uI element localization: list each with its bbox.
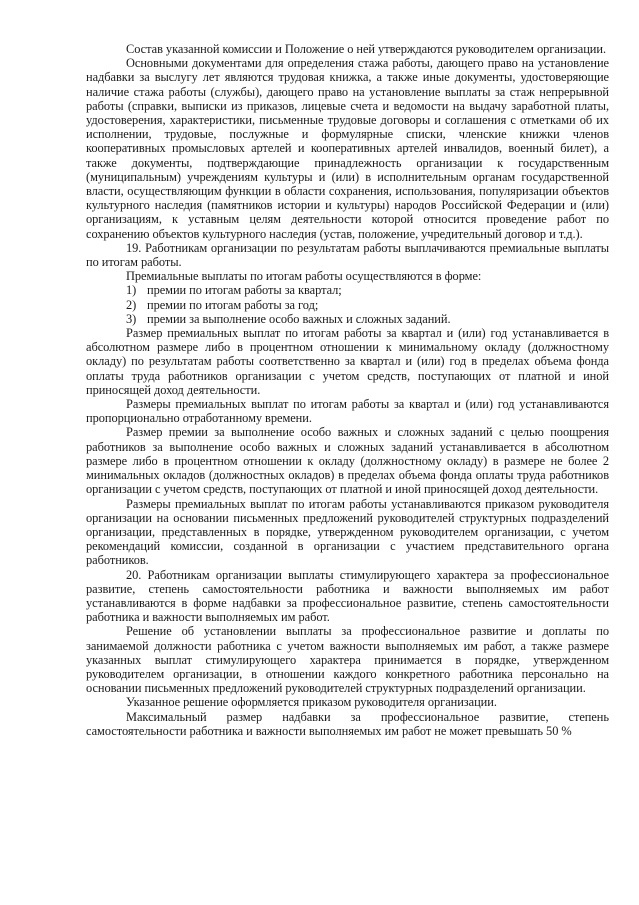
paragraph-maximum: Максимальный размер надбавки за профессиональное развитие, степень самостоятельности работника и важности выполняемых им работ не может превышать 50 % <box>86 709 609 738</box>
paragraph-bonus-size: Размер премиальных выплат по итогам работы за квартал и (или) год устанавливается в абсолютном размере либо в процентном отношении к минимальному окладу (должностному окладу) по результатам работы соответственно за квартал и (или) год в пределах объема фонда оплаты труда работников организации с учетом средств, поступающих от платной и иной приносящей доход деятельности. <box>86 326 609 397</box>
paragraph-special-tasks: Размер премии за выполнение особо важных и сложных заданий с целью поощрения работников за выполнение особо важных и сложных заданий устанавливается в абсолютном размере либо в процентном отношении к окладу (должностному окладу) в размере не более 2 минимальных окладов (должностных окладов) в пределах объема фонда оплаты труда работников организации с учетом средств, поступающих от платной и иной приносящей доход деятельности. <box>86 425 609 497</box>
list-item-text: премии за выполнение особо важных и сложных заданий. <box>147 311 451 326</box>
list-item <box>86 312 609 326</box>
list-item <box>86 283 609 297</box>
list-item-number: 3) <box>126 311 137 326</box>
paragraph-decision: Решение об установлении выплаты за профессиональное развитие и доплаты по занимаемой должности работника с учетом важности выполняемых им работ, а также размере указанных выплат стимулирующего характера принимается в порядке, утвержденном руководителем организации, в отношении каждого конкретного работника персонально на основании письменных предложений руководителей структурных подразделений организации. <box>86 624 609 696</box>
paragraph-section-19: 19. Работникам организации по результатам работы выплачиваются премиальные выплаты по итогам работы. <box>86 240 609 270</box>
list-item-number: 1) <box>126 283 137 298</box>
list-item-text: премии по итогам работы за квартал; <box>147 283 342 298</box>
paragraph-order: Указанное решение оформляется приказом руководителя организации. <box>126 695 497 710</box>
paragraph-commission: Состав указанной комиссии и Положение о ней утверждаются руководителем организации. <box>126 42 607 56</box>
list-item <box>86 298 609 312</box>
document-page <box>86 42 609 738</box>
paragraph-bonus-forms: Премиальные выплаты по итогам работы осуществляются в форме: <box>126 269 482 284</box>
paragraph-bonus-proportional: Размеры премиальных выплат по итогам работы за квартал и (или) год устанавливаются пропорционально отработанному времени. <box>86 397 609 426</box>
list-item-number: 2) <box>126 297 137 312</box>
paragraph-documents: Основными документами для определения стажа работы, дающего право на установление надбавки за выслугу лет являются трудовая книжка, а также иные документы, удостоверяющие наличие стажа работы (службы), дающего право на установление выплаты за стаж непрерывной работы (справки, выписки из приказов, лицевые счета и ведомости на выдачу заработной платы, удостоверения, характеристики, письменные трудовые договоры и соглашения с отметками об их исполнении, трудовые, послужные и формулярные списки, членские книжки членов кооперативных промысловых артелей и кооперативных артелей инвалидов, военный билет), а также документы, подтверждающие принадлежность организации к государственным (муниципальным) учреждениям культуры и (или) в исполнительным органам государственной власти, осуществляющим функции в области сохранения, использования, популяризации объектов культурного наследия (памятников истории и культуры) народов Российской Федерации и (или) организациям, к уставным целям деятельности которой относится проведение работ по сохранению объектов культурного наследия (устав, положение, учредительный договор и т.д.). <box>86 56 609 241</box>
paragraph-section-20: 20. Работникам организации выплаты стимулирующего характера за профессиональное развитие, степень самостоятельности работника и важности выполняемых им работ устанавливаются в форме надбавки за профессиональное развитие, степень самостоятельности работника и важности выполняемых им работ. <box>86 567 609 625</box>
list-item-text: премии по итогам работы за год; <box>147 297 319 312</box>
paragraph-bonus-order: Размеры премиальных выплат по итогам работы устанавливаются приказом руководителя организации на основании письменных предложений руководителей структурных подразделений организации, представленных в порядке, утвержденном руководителем организации, с учетом рекомендаций комиссии, созданной в организации с участием представительного органа работников. <box>86 496 609 568</box>
